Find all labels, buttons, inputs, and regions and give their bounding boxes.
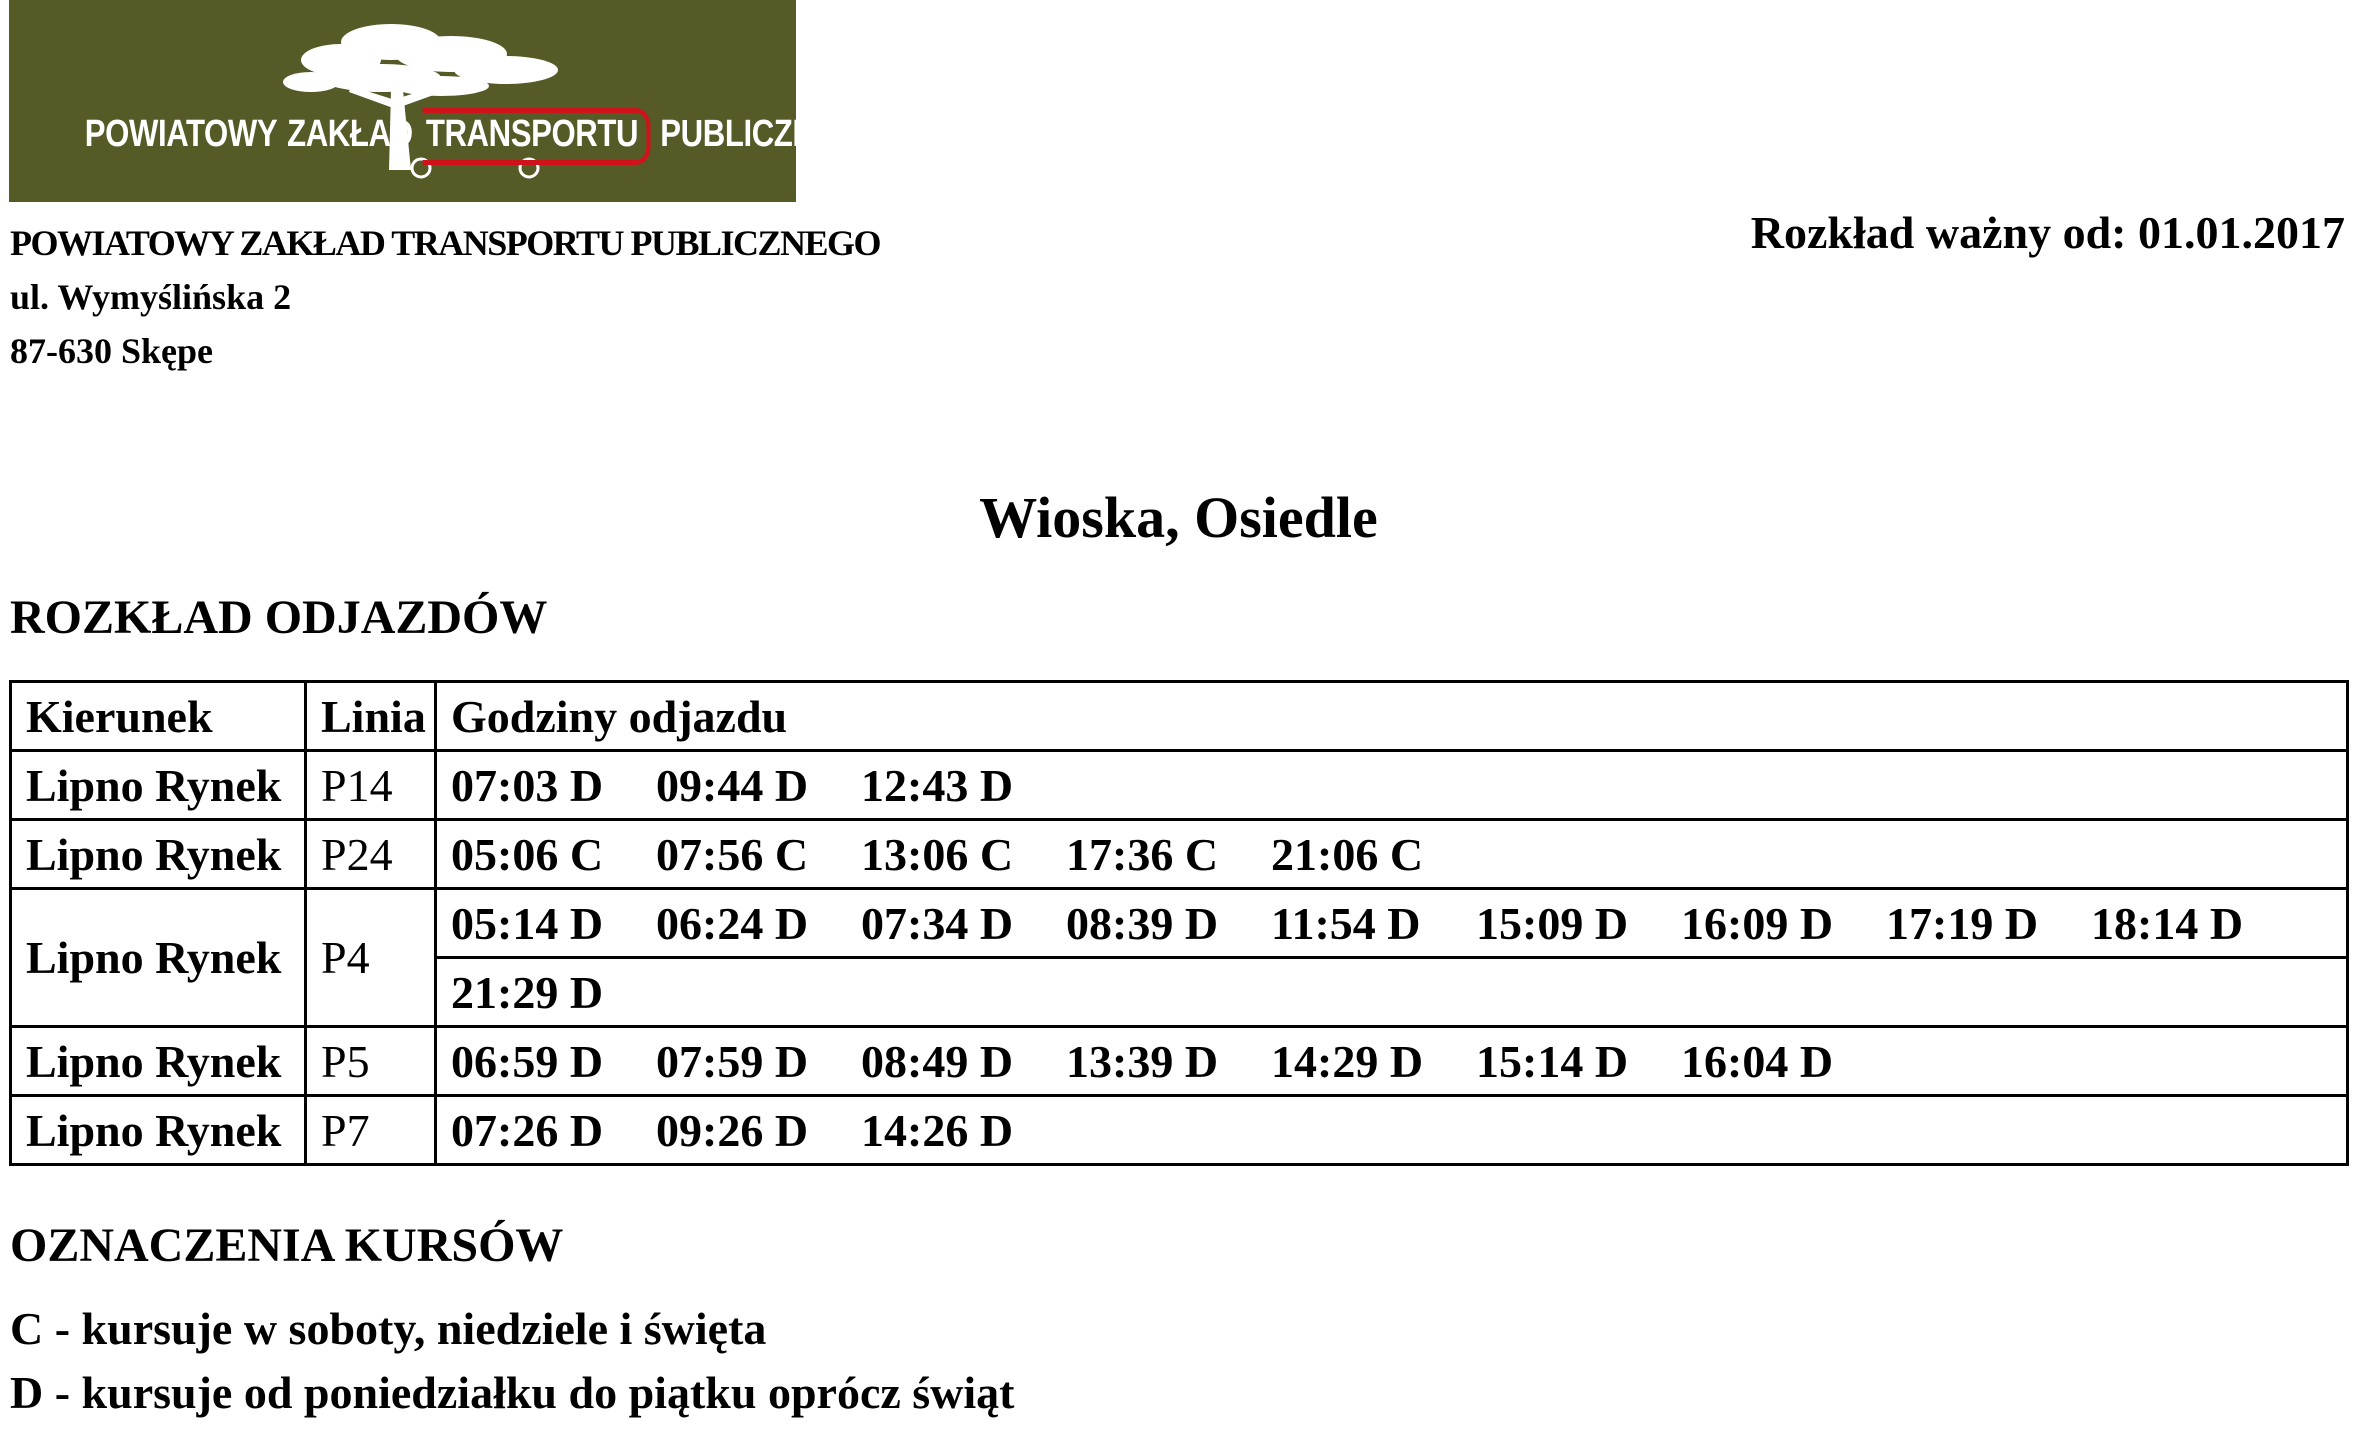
times-cell <box>436 751 2348 820</box>
departure-time: 06:24 D <box>656 897 809 949</box>
org-name: POWIATOWY ZAKŁAD TRANSPORTU PUBLICZNEGO <box>10 223 881 263</box>
table-header-row <box>11 682 2348 751</box>
direction-cell: Lipno Rynek <box>11 820 306 889</box>
direction-cell: Lipno Rynek <box>11 1096 306 1165</box>
direction-cell: Lipno Rynek <box>11 751 306 820</box>
departure-time: 15:14 D <box>1476 1035 1629 1087</box>
header-line: Linia <box>306 682 436 751</box>
departure-time: 13:06 C <box>861 828 1014 880</box>
departure-time: 08:49 D <box>861 1035 1014 1087</box>
departure-time: 12:43 D <box>861 759 1014 811</box>
departure-time: 07:34 D <box>861 897 1014 949</box>
departure-time: 15:09 D <box>1476 897 1629 949</box>
departure-time: 07:26 D <box>451 1104 604 1156</box>
times-cell <box>436 1027 2348 1096</box>
departure-time: 16:04 D <box>1681 1035 1834 1087</box>
stop-name: Wioska, Osiedle <box>979 485 1378 550</box>
logo-word-2: ZAKŁAD <box>287 113 413 155</box>
logo-word-3: TRANSPORTU <box>423 108 651 165</box>
table-row <box>11 889 2348 958</box>
departure-time: 05:06 C <box>451 828 604 880</box>
line-cell: P4 <box>306 889 436 1027</box>
table-row <box>11 1027 2348 1096</box>
org-street: ul. Wymyślińska 2 <box>10 277 292 317</box>
org-city: 87-630 Skępe <box>10 331 214 371</box>
header-times: Godziny odjazdu <box>436 682 2348 751</box>
departure-time: 05:14 D <box>451 897 604 949</box>
line-cell: P14 <box>306 751 436 820</box>
departure-time: 07:56 C <box>656 828 809 880</box>
departure-time: 14:26 D <box>861 1104 1014 1156</box>
departure-time: 09:26 D <box>656 1104 809 1156</box>
table-row <box>11 820 2348 889</box>
legend-heading: OZNACZENIA KURSÓW <box>10 1219 564 1272</box>
table-row <box>11 751 2348 820</box>
header-direction: Kierunek <box>11 682 306 751</box>
timetable <box>9 680 2349 1166</box>
logo-word-1: POWIATOWY <box>84 113 278 155</box>
times-cell <box>436 820 2348 889</box>
departure-time: 18:14 D <box>2091 897 2244 949</box>
line-cell: P5 <box>306 1027 436 1096</box>
direction-cell: Lipno Rynek <box>11 889 306 1027</box>
timetable-body <box>11 751 2348 1165</box>
departure-time: 14:29 D <box>1271 1035 1424 1087</box>
departure-time: 11:54 D <box>1271 897 1421 949</box>
departure-time: 08:39 D <box>1066 897 1219 949</box>
departures-heading: ROZKŁAD ODJAZDÓW <box>10 591 548 644</box>
line-cell: P7 <box>306 1096 436 1165</box>
departure-time: 06:59 D <box>451 1035 604 1087</box>
direction-cell: Lipno Rynek <box>11 1027 306 1096</box>
times-cell <box>436 958 2348 1027</box>
departure-time: 21:06 C <box>1271 828 1424 880</box>
departure-time: 07:03 D <box>451 759 604 811</box>
organization-address <box>10 216 880 378</box>
departure-time: 16:09 D <box>1681 897 1834 949</box>
departure-time: 09:44 D <box>656 759 809 811</box>
departure-time: 17:36 C <box>1066 828 1219 880</box>
logo-word-4: PUBLICZNEGO <box>660 113 883 155</box>
departure-time: 07:59 D <box>656 1035 809 1087</box>
departure-time: 21:29 D <box>451 966 604 1018</box>
line-cell: P24 <box>306 820 436 889</box>
valid-from: Rozkład ważny od: 01.01.2017 <box>1750 207 2345 258</box>
company-logo <box>9 0 883 202</box>
times-cell <box>436 889 2348 958</box>
departure-time: 13:39 D <box>1066 1035 1219 1087</box>
times-cell <box>436 1096 2348 1165</box>
departure-time: 17:19 D <box>1886 897 2039 949</box>
legend-d: D - kursuje od poniedziałku do piątku oprócz świąt <box>10 1367 1015 1418</box>
table-row <box>11 1096 2348 1165</box>
legend-c: C - kursuje w soboty, niedziele i święta <box>10 1303 767 1354</box>
